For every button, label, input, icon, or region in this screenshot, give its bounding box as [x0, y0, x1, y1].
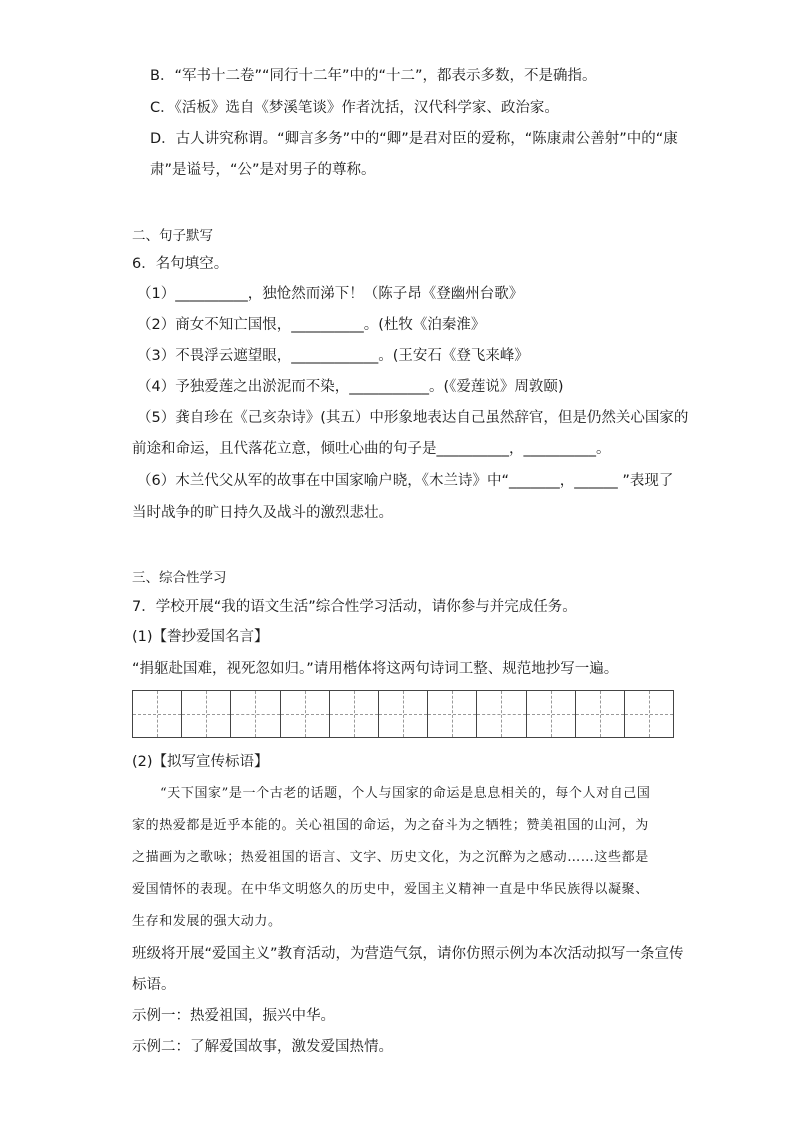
example-2: 示例二：了解爱国故事，激发爱国热情。	[132, 1039, 393, 1055]
grid-cell[interactable]	[625, 691, 673, 737]
fill-item-6-line1: （6）木兰代父从军的故事在中国家喻户晓，《木兰诗》中“_______，______ ”表现了	[137, 473, 674, 489]
fill-item-4: （4）予独爱莲之出淤泥而不染，___________。(《爱莲说》周敦颐)	[137, 379, 564, 395]
section-heading-comprehensive: 三、综合性学习	[132, 570, 227, 586]
instruction-line-1: 班级将开展“爱国主义”教育活动，为营造气氛，请你仿照示例为本次活动拟写一条宣传	[132, 946, 684, 962]
grid-cell[interactable]	[576, 691, 625, 737]
passage-line-1: “天下国家”是一个古老的话题，个人与国家的命运是息息相关的，每个人对自己国	[160, 786, 651, 801]
grid-cell[interactable]	[133, 691, 182, 737]
question-7: 7．学校开展“我的语文生活”综合性学习活动，请你参与并完成任务。	[132, 599, 577, 615]
example-1: 示例一：热爱祖国，振兴中华。	[132, 1008, 335, 1024]
fill-item-5-line2: 前途和命运，且代落花立意，倾吐心曲的句子是__________，__________。	[132, 441, 611, 457]
grid-cell[interactable]	[281, 691, 330, 737]
passage-line-5: 生存和发展的强大动力。	[132, 914, 282, 929]
writing-grid[interactable]	[132, 690, 674, 738]
fill-item-5-line1: （5）龚自珍在《己亥杂诗》(其五）中形象地表达自己虽然辞官，但是仍然关心国家的	[137, 410, 689, 426]
option-d-line2: 肃”是谥号，“公”是对男子的尊称。	[150, 162, 376, 178]
grid-cell[interactable]	[477, 691, 526, 737]
task-1-title: (1)【誊抄爱国名言】	[132, 629, 269, 645]
grid-cell[interactable]	[428, 691, 477, 737]
passage-line-4: 爱国情怀的表现。在中华文明悠久的历史中，爱国主义精神一直是中华民族得以凝聚、	[132, 882, 649, 897]
option-d-line1: D．古人讲究称谓。“卿言多务”中的“卿”是君对臣的爱称，“陈康肃公善射”中的“康	[150, 131, 678, 147]
grid-cell[interactable]	[527, 691, 576, 737]
fill-item-3: （3）不畏浮云遮望眼，____________。(王安石《登飞来峰》	[137, 348, 529, 364]
fill-item-6-line2: 当时战争的旷日持久及战斗的激烈悲壮。	[132, 505, 393, 521]
instruction-line-2: 标语。	[132, 977, 176, 993]
option-c: C．《活板》选自《梦溪笔谈》作者沈括，汉代科学家、政治家。	[150, 100, 559, 116]
grid-cell[interactable]	[182, 691, 231, 737]
passage-line-2: 家的热爱都是近乎本能的。关心祖国的命运，为之奋斗为之牺牲；赞美祖国的山河，为	[132, 818, 649, 833]
fill-item-1: （1）__________，独怆然而涕下！（陈子昂《登幽州台歌》	[137, 286, 524, 302]
grid-cell[interactable]	[379, 691, 428, 737]
task-2-title: (2)【拟写宣传标语】	[132, 754, 269, 770]
option-b: B．“军书十二卷”“同行十二年”中的“十二”，都表示多数，不是确指。	[150, 68, 597, 84]
question-6: 6．名句填空。	[132, 256, 229, 272]
section-heading-sentences: 二、句子默写	[132, 228, 213, 244]
grid-cell[interactable]	[330, 691, 379, 737]
passage-line-3: 之描画为之歌咏；热爱祖国的语言、文字、历史文化，为之沉醉为之感动……这些都是	[132, 850, 649, 865]
task-1-prompt: “捐躯赴国难，视死忽如归。”请用楷体将这两句诗词工整、规范地抄写一遍。	[132, 661, 619, 677]
grid-cell[interactable]	[231, 691, 280, 737]
fill-item-2: （2）商女不知亡国恨，__________。(杜牧《泊秦淮》	[137, 317, 486, 333]
